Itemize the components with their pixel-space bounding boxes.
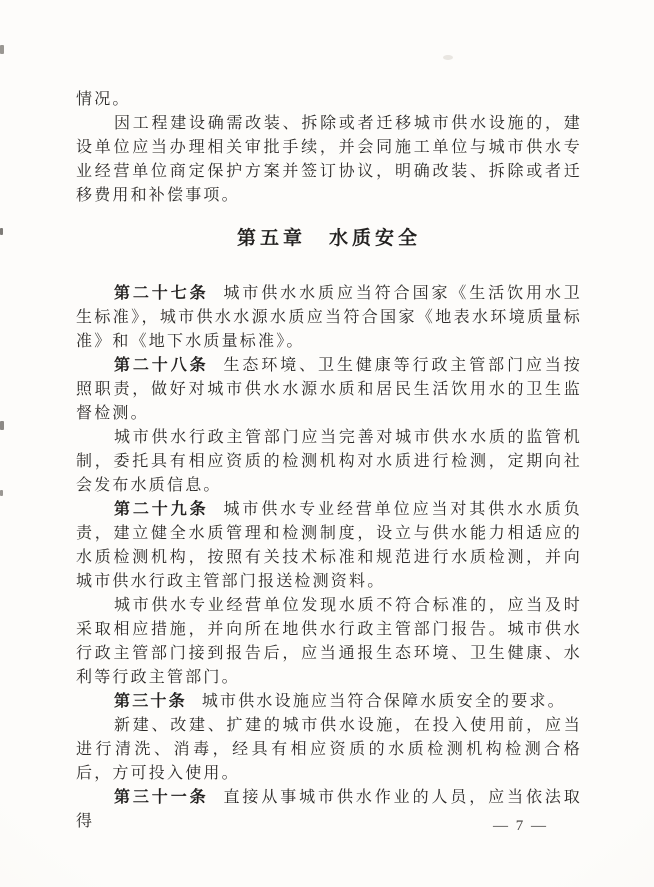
article-30-text: 城市供水设施应当符合保障水质安全的要求。 [201, 693, 566, 710]
chapter-heading: 第五章 水质安全 [236, 228, 421, 249]
article-29-text: 城市供水专业经营单位应当对其供水水质负责，建立健全水质管理和检测制度，设立与供水能力相适应的水质检测机构，按照有关技术标准和规范进行水质检测，并向城市供水行政主管部门报送检测资料。 [76, 501, 582, 590]
article-30 [76, 690, 582, 714]
paragraph-continuation: 情况。 [76, 91, 131, 108]
page-number: — 7 — [493, 818, 548, 834]
scan-smudge [443, 55, 453, 60]
paragraph-relocation: 因工程建设确需改装、拆除或者迁移城市供水设施的，建设单位应当办理相关审批手续，并会同施工单位与城市供水专业经营单位商定保护方案并签订协议，明确改装、拆除或者迁移费用和补偿事项。 [76, 115, 582, 204]
text-block [76, 88, 582, 834]
article-28 [76, 354, 582, 426]
scan-speck [0, 45, 4, 54]
scan-speck [0, 421, 4, 430]
scan-speck [0, 228, 3, 235]
article-30-number: 第三十条 [114, 693, 187, 710]
article-27-number: 第二十七条 [114, 285, 209, 302]
article-28-text: 生态环境、卫生健康等行政主管部门应当按照职责，做好对城市供水水源水质和居民生活饮用水的卫生监督检测。 [76, 357, 582, 422]
article-27 [76, 282, 582, 354]
article-27-text: 城市供水水质应当符合国家《生活饮用水卫生标准》，城市供水水源水质应当符合国家《地表水环境质量标准》和《地下水质量标准》。 [76, 285, 582, 350]
article-31-number: 第三十一条 [114, 789, 209, 806]
article-31-text: 直接从事城市供水作业的人员，应当依法取得 [76, 789, 582, 830]
paragraph-new-facilities: 新建、改建、扩建的城市供水设施，在投入使用前，应当进行清洗、消毒，经具有相应资质的水质检测机构检测合格后，方可投入使用。 [76, 717, 582, 782]
paragraph-supervision: 城市供水行政主管部门应当完善对城市供水水质的监管机制，委托具有相应资质的检测机构对水质进行检测，定期向社会发布水质信息。 [76, 429, 582, 494]
article-29-number: 第二十九条 [114, 501, 209, 518]
article-28-number: 第二十八条 [114, 357, 209, 374]
article-29 [76, 498, 582, 594]
scan-speck [0, 490, 3, 496]
paragraph-nonconforming: 城市供水专业经营单位发现水质不符合标准的，应当及时采取相应措施，并向所在地供水行政主管部门报告。城市供水行政主管部门接到报告后，应当通报生态环境、卫生健康、水利等行政主管部门。 [76, 597, 582, 686]
